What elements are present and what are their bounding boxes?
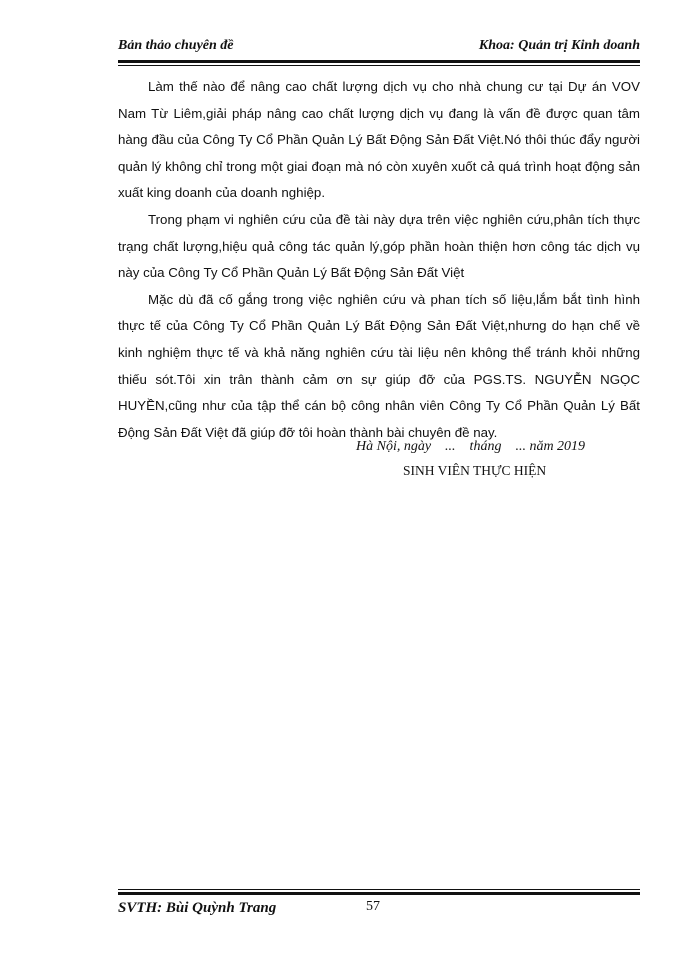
body-text — [118, 74, 640, 446]
header-rule-thick — [118, 60, 640, 63]
date-line: Hà Nội, ngày ... tháng ... năm 2019 — [356, 439, 586, 454]
header-rule-thin — [118, 65, 640, 66]
signer-label: SINH VIÊN THỰC HIỆN — [403, 463, 547, 478]
footer-rule-thin — [118, 889, 640, 890]
footer-author: SVTH: Bùi Quỳnh Trang — [118, 900, 277, 916]
page-number: 57 — [366, 899, 380, 914]
header-faculty: Khoa: Quản trị Kinh doanh — [478, 38, 640, 53]
paragraph-2: Trong phạm vi nghiên cứu của đề tài này dựa trên việc nghiên cứu,phân tích thực trạng chất lượng,hiệu quả công tác quản lý,góp phần hoàn thiện hơn công tác dịch vụ này của Công Ty Cổ Phần Quản Lý Bất Động Sản Đất Việt — [118, 211, 640, 281]
page-header — [118, 38, 640, 60]
header-document-title: Bản thảo chuyên đề — [118, 38, 234, 53]
paragraph-1: Làm thế nào để nâng cao chất lượng dịch vụ cho nhà chung cư tại Dự án VOV Nam Từ Liêm,giải pháp nâng cao chất lượng dịch vụ đang là vấn đề được quan tâm hàng đầu của Công Ty Cổ Phần Quản Lý Bất Động Sản Đất Việt.Nó thôi thúc đẩy người quản lý không chỉ trong một giai đoạn mà nó còn xuyên xuốt cả quá trình hoạt động sản xuất king doanh của doanh nghiệp. — [118, 79, 640, 201]
footer-rule-thick — [118, 892, 640, 895]
paragraph-3: Mặc dù đã cố gắng trong việc nghiên cứu và phan tích số liệu,lắm bắt tình hình thực tế của Công Ty Cổ Phần Quản Lý Bất Động Sản Đất Việt,nhưng do hạn chế về kinh nghiệm thực tế và khả năng nghiên cứu tài liệu nên không thể tránh khỏi những thiếu sót.Tôi xin trân thành cảm ơn sự giúp đỡ của PGS.TS. NGUYỄN NGỌC HUYỀN,cũng như của tập thể cán bộ công nhân viên Công Ty Cổ Phần Quản Lý Bất Động Sản Đất Việt đã giúp đỡ tôi hoàn thành bài chuyên đề nay. — [118, 291, 640, 440]
